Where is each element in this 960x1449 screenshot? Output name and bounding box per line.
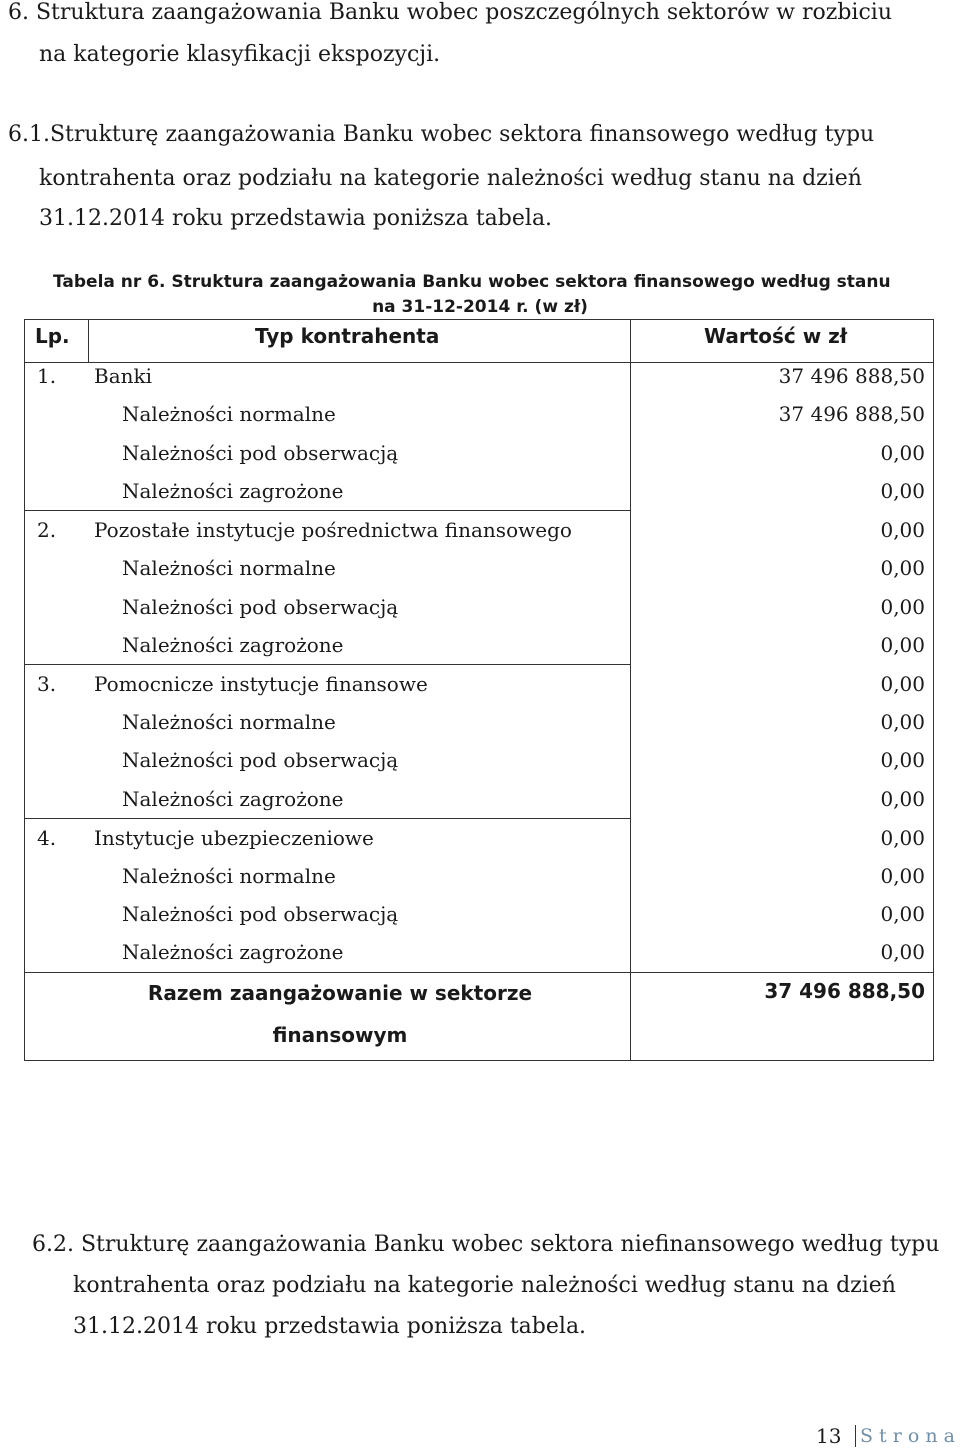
group-2-row-3-label: Należności zagrożone — [122, 633, 344, 657]
financial-sector-table — [24, 319, 934, 1061]
group-2-lp: 2. — [37, 518, 57, 542]
group-1-row-2-label: Należności pod obserwacją — [122, 441, 399, 465]
group-2-row-2-value: 0,00 — [880, 595, 925, 619]
group-4-row-1-value: 0,00 — [880, 864, 925, 888]
group-3-row-2-label: Należności pod obserwacją — [122, 748, 399, 772]
group-2-value: 0,00 — [880, 518, 925, 542]
group-4-row-2-value: 0,00 — [880, 902, 925, 926]
header-divider-lp — [88, 320, 89, 362]
group-3-row-3-label: Należności zagrożone — [122, 787, 344, 811]
group-3-row-3-value: 0,00 — [880, 787, 925, 811]
group-3-row-1-label: Należności normalne — [122, 710, 336, 734]
page-number: 13 — [816, 1424, 842, 1448]
group-2-row-1-label: Należności normalne — [122, 556, 336, 580]
group-1-row-1-label: Należności normalne — [122, 402, 336, 426]
group-2-row-1-value: 0,00 — [880, 556, 925, 580]
header-type: Typ kontrahenta — [255, 324, 440, 348]
group-4-row-2-label: Należności pod obserwacją — [122, 902, 399, 926]
group-4-row-1-label: Należności normalne — [122, 864, 336, 888]
column-divider-value — [630, 320, 631, 1060]
section-6-1-line3: 31.12.2014 roku przedstawia poniższa tabela. — [39, 206, 553, 231]
group-3-value: 0,00 — [880, 672, 925, 696]
total-label: Razem zaangażowanie w sektorze finansowym — [147, 981, 533, 1047]
section-heading-6-line2: na kategorie klasyfikacji ekspozycji. — [39, 42, 441, 67]
group-1-row-2-value: 0,00 — [880, 441, 925, 465]
group-1-name: Banki — [94, 364, 153, 388]
group-4-row-3-value: 0,00 — [880, 940, 925, 964]
group-4-row-3-label: Należności zagrożone — [122, 940, 344, 964]
group-3-name: Pomocnicze instytucje finansowe — [94, 672, 428, 696]
footer-separator — [855, 1425, 856, 1447]
table-caption-line1: Tabela nr 6. Struktura zaangażowania Banku wobec sektora finansowego według stanu — [53, 272, 891, 292]
page-word: S t r o n a — [860, 1425, 955, 1447]
group-1-lp: 1. — [37, 364, 57, 388]
total-value: 37 496 888,50 — [764, 979, 925, 1003]
section-6-1-line1: 6.1.Strukturę zaangażowania Banku wobec sektora finansowego według typu — [8, 122, 875, 147]
section-6-2-line1: 6.2. Strukturę zaangażowania Banku wobec sektora niefinansowego według typu — [32, 1232, 940, 1257]
group-4-value: 0,00 — [880, 826, 925, 850]
section-6-2-line3: 31.12.2014 roku przedstawia poniższa tabela. — [73, 1314, 587, 1339]
table-caption-line2: na 31-12-2014 r. (w zł) — [372, 297, 588, 317]
group-4-lp: 4. — [37, 826, 57, 850]
section-6-1-line2: kontrahenta oraz podziału na kategorie należności według stanu na dzień — [39, 166, 862, 191]
section-6-2-line2: kontrahenta oraz podziału na kategorie należności według stanu na dzień — [73, 1273, 896, 1298]
group-2-row-3-value: 0,00 — [880, 633, 925, 657]
group-4-name: Instytucje ubezpieczeniowe — [94, 826, 374, 850]
group-3-row-2-value: 0,00 — [880, 748, 925, 772]
section-heading-6-line1: 6. Struktura zaangażowania Banku wobec poszczególnych sektorów w rozbiciu — [8, 0, 892, 25]
header-lp: Lp. — [35, 324, 70, 348]
group-3-row-1-value: 0,00 — [880, 710, 925, 734]
group-3-lp: 3. — [37, 672, 57, 696]
group-1-row-1-value: 37 496 888,50 — [778, 402, 925, 426]
group-2-name: Pozostałe instytucje pośrednictwa finansowego — [94, 518, 572, 542]
group-1-row-3-label: Należności zagrożone — [122, 479, 344, 503]
header-value: Wartość w zł — [704, 324, 848, 348]
group-2-row-2-label: Należności pod obserwacją — [122, 595, 399, 619]
group-1-value: 37 496 888,50 — [778, 364, 925, 388]
group-1-row-3-value: 0,00 — [880, 479, 925, 503]
